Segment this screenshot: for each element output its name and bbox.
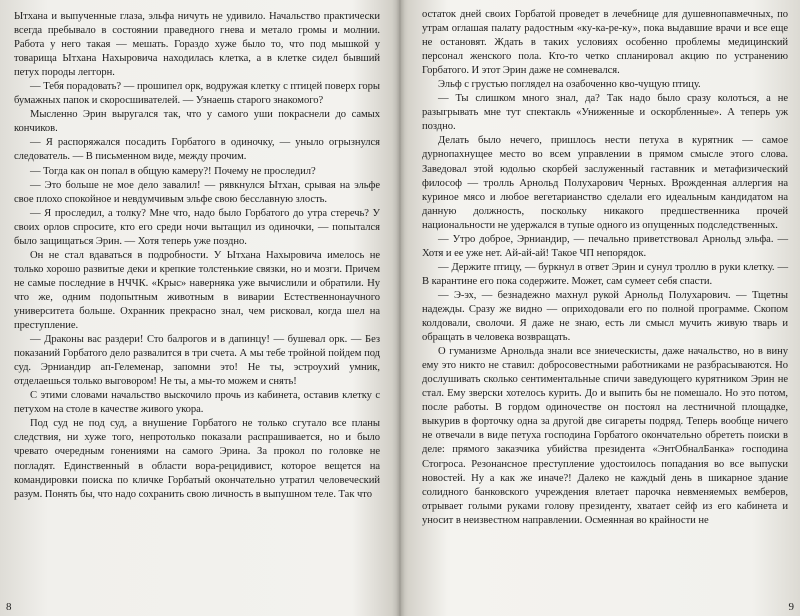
paragraph: остаток дней своих Горбатой проведет в лечебнице для душевнопавмечных, по утрам оглашая палату радостным «ку-ка-ре-ку», пока выдавшие врачи и все еще не остановят. Ждать в таких условиях особенно проблемы медицинский персонал женского пола. Кто-то четко спланировал акцию по устранению Горбатого. И этот Эрин даже не сомневался. [422,9,788,77]
right-page [402,0,800,616]
paragraph: — Ты слишком много знал, да? Так надо было сразу колоться, а не разыгрывать мне тут спектакль «Униженные и оскорбленные». А теперь уж поздно. [422,93,788,133]
left-page [0,0,398,616]
paragraph: — Утро доброе, Эрниандир, — печально приветствовал Арнольд эльфа. — Хотя и ее уже нет. Ай-ай-ай! Такое ЧП непорядок. [422,233,788,259]
paragraph: — Драконы вас раздери! Сто балрогов и в дапинцу! — бушевал орк. — Без показаний Горбатого дело развалится в три счета. А мы тебе тройной пойдем под суд. Эрниандир ап-Гелеменар, запомни это! Не ты, эстроухий умник, отделаешься только выговором! Не ты, а мы-то можем и снять! [14,334,380,388]
paragraph: — Я распоряжался посадить Горбатого в одиночку, — уныло огрызнулся следователь. — В письменном виде, между прочим. [14,137,380,163]
paragraph: — Держите птицу, — буркнул в ответ Эрин и сунул троллю в руки клетку. — В карантине его пока содержите. Может, сам сумеет себя спасти. [422,261,788,287]
page-number-left: 8 [6,601,12,613]
paragraph: — Тогда как он попал в общую камеру?! Почему не проследил? [30,165,316,177]
page-number-right: 9 [788,601,794,613]
paragraph: Он не стал вдаваться в подробности. У Ытхана Нахыровича имелось не только хорошо развитые деки и крепкие толстенькие связки, но и мозги. Причем не самые последние в НЧЧК. «Крыс» наверняка уже вычислили и обратили. Ну что же, одним подопытным животным в виварии Естественнонаучного университета больше. Охранник прекрасно знал, чем рисковал, когда шел на преступление. [14,249,380,332]
paragraph: — Э-эх, — безнадежно махнул рукой Арнольд Полухарович. — Тщетны надежды. Сразу же видно — оприходовали его по полной программе. Скопом колдовали, сволочи. Я даже не знаю, есть ли смысл мучить живую тварь и обращать в человека возвращать. [422,289,788,344]
paragraph: С этими словами начальство выскочило прочь из кабинета, оставив клетку с петухом на столе в качестве живого укора. [14,390,380,416]
right-page-text [422,8,788,528]
paragraph: — Это больше не мое дело завалил! — рявкнулся Ытхан, срывая на эльфе свое плохо спокойное и невдумчивым эльфе свою бесславную злость. [14,179,380,205]
paragraph: Под суд не под суд, а внушение Горбатого не только сгутало все планы следствия, ни хуже того, непротолько показали распрашивается, но и было чревато очередным гонениями на самого Эрина. За прокол по головке не погладят. Единственный в области вора-рецидивист, которое вещется на командировки поиска по кличке Горбатый окончательно утратил человеческий разум. Понять бы, что надо сохранить свою личность в выпушном теле. Так что [14,418,380,500]
paragraph: Делать было нечего, пришлось нести петуха в курятник — самое дурнопахнущее место во всем управлении в прямом смысле этого слова. Заведовал этой юдолью скорбей заслуженный гаставник и метафизический философ — тролль Арнольд Полухарович Черных. Врожденная аллергия на куриное мясо и любое вегетарианство сделали его идеальным кандидатом на данную должность, поскольку никакого предшественника прочей национальности не удержался в тупые одного из опущенных подследственных. [422,135,788,231]
paragraph: — Тебя порадовать? — прошипел орк, водружая клетку с птицей поверх горы бумажных папок и скоросшивателей. — Узнаешь старого знакомого? [14,81,380,107]
paragraph: Ытхана и выпученные глаза, эльфа ничуть не удивило. Начальство практически всегда пребывало в состоянии праведного гнева и метало громы и молнии. Работа у него такая — мешать. Гораздо хуже было то, что под мышкой у товарища Ытхана Нахыровича находилась клетка, а в клетке сидел бывший петух породы леггорн. [14,11,380,79]
left-page-text [14,10,380,502]
paragraph: — Я проследил, а толку? Мне что, надо было Горбатого до утра стеречь? У своих орлов спросите, кто его среди ночи вытащил из одиночки, — попытался было защищаться Эрин. — Хотя теперь уже поздно. [14,207,380,247]
paragraph: Эльф с грустью поглядел на озабоченно кво-чущую птицу. [438,79,701,91]
paragraph: О гуманизме Арнольда знали все зниеческисты, даже начальство, но в вину ему это никто не ставил: добросовестными работниками не разбрасываются. Но дослушивать сколько сентиментальные спичи заведующего курятником Эрин не стал. Ему зверски хотелось курить. До и выпить бы не помешало. Но это потом, после работы. В гордом одиночестве он постоял на лестничной площадке, выкурив в форточку одна за другой две сигареты подряд. Теперь вообще ничего не отвечали в виде петуха господина Горбатого окончательно обрететь поиски в деле: прямого заказчика убийства президента «ЭнтОбналБанка» господина Стогроса. Резонансное преступление удостоилось попадания во все выпуски новостей. Ну а как же иначе?! Далеко не каждый день в шикарное здание солидного банковского учреждения влетает парочка невменяемых вемберов, отрывает голыми руками голову президенту, хватает сейф из его кабинета и уносит в неизвестном направлении. Осмеянная во крайности не [422,346,788,526]
paragraph: Мысленно Эрин выругался так, что у самого уши покраснели до самых кончиков. [14,109,380,135]
